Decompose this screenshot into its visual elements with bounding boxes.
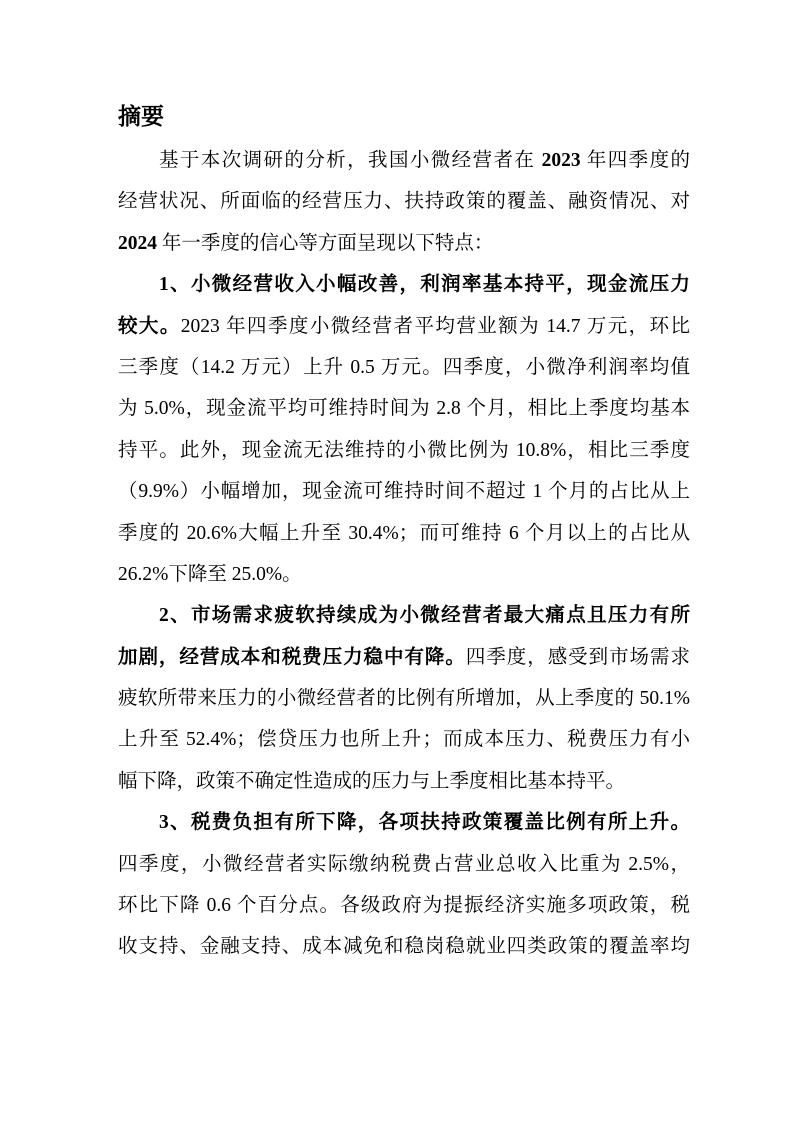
text-line <box>118 306 690 347</box>
text-line <box>118 223 690 264</box>
paragraph <box>118 595 690 802</box>
text: 为 5.0%，现金流平均可维持时间为 2.8 个月，相比上季度均基本 <box>118 398 690 420</box>
text-line <box>118 140 690 181</box>
text-line <box>118 347 690 388</box>
text: 四季度，感受到市场需求 <box>465 646 690 668</box>
text: 季度的 20.6%大幅上升至 30.4%；而可维持 6 个月以上的占比从 <box>118 522 690 544</box>
text-line <box>118 513 690 554</box>
text: 三季度（14.2 万元）上升 0.5 万元。四季度，小微净利润率均值 <box>118 356 690 378</box>
text: 年一季度的信心等方面呈现以下特点： <box>157 232 494 254</box>
text-line <box>118 926 690 967</box>
paragraph <box>118 264 690 595</box>
document-body <box>118 140 690 968</box>
text: 疲软所带来压力的小微经营者的比例有所增加，从上季度的 50.1% <box>118 688 690 710</box>
paragraph <box>118 802 690 968</box>
text: 持平。此外，现金流无法维持的小微比例为 10.8%，相比三季度 <box>118 439 690 461</box>
text-line <box>118 181 690 222</box>
text: 幅下降，政策不确定性造成的压力与上季度相比基本持平。 <box>118 770 626 792</box>
bold-text: 2023 <box>541 150 581 171</box>
text-line <box>118 264 690 305</box>
bold-text: 加剧，经营成本和税费压力稳中有降。 <box>118 646 466 668</box>
paragraph <box>118 140 690 264</box>
text-line <box>118 844 690 885</box>
text-line <box>118 471 690 512</box>
text-line <box>118 554 690 595</box>
text-line <box>118 637 690 678</box>
text-line <box>118 678 690 719</box>
text: 基于本次调研的分析，我国小微经营者在 <box>159 150 542 171</box>
bold-text: 3、税费负担有所下降，各项扶持政策覆盖比例有所上升。 <box>159 812 690 834</box>
bold-text: 2、市场需求疲软持续成为小微经营者最大痛点且压力有所 <box>159 605 690 627</box>
text: 经营状况、所面临的经营压力、扶持政策的覆盖、融资情况、对 <box>118 191 690 213</box>
text: 上升至 52.4%；偿贷压力也所上升；而成本压力、税费压力有小 <box>118 729 690 751</box>
text-line <box>118 430 690 471</box>
text: 26.2%下降至 25.0%。 <box>118 563 302 585</box>
text-line <box>118 388 690 429</box>
bold-text: 1、小微经营收入小幅改善，利润率基本持平，现金流压力 <box>159 274 690 296</box>
text-line <box>118 802 690 843</box>
text: 年四季度的 <box>580 150 690 171</box>
text-line <box>118 761 690 802</box>
section-title: 摘要 <box>118 104 164 129</box>
bold-text: 较大。 <box>118 315 181 337</box>
text: 收支持、金融支持、成本减免和稳岗稳就业四类政策的覆盖率均 <box>118 936 690 958</box>
text-line <box>118 595 690 636</box>
text: 四季度，小微经营者实际缴纳税费占营业总收入比重为 2.5%， <box>118 853 690 875</box>
text: 2023 年四季度小微经营者平均营业额为 14.7 万元，环比 <box>180 315 690 337</box>
text: 环比下降 0.6 个百分点。各级政府为提振经济实施多项政策，税 <box>118 895 690 917</box>
text-line <box>118 885 690 926</box>
text: （9.9%）小幅增加，现金流可维持时间不超过 1 个月的占比从上 <box>118 481 690 503</box>
bold-text: 2024 <box>118 232 157 254</box>
text-line <box>118 719 690 760</box>
